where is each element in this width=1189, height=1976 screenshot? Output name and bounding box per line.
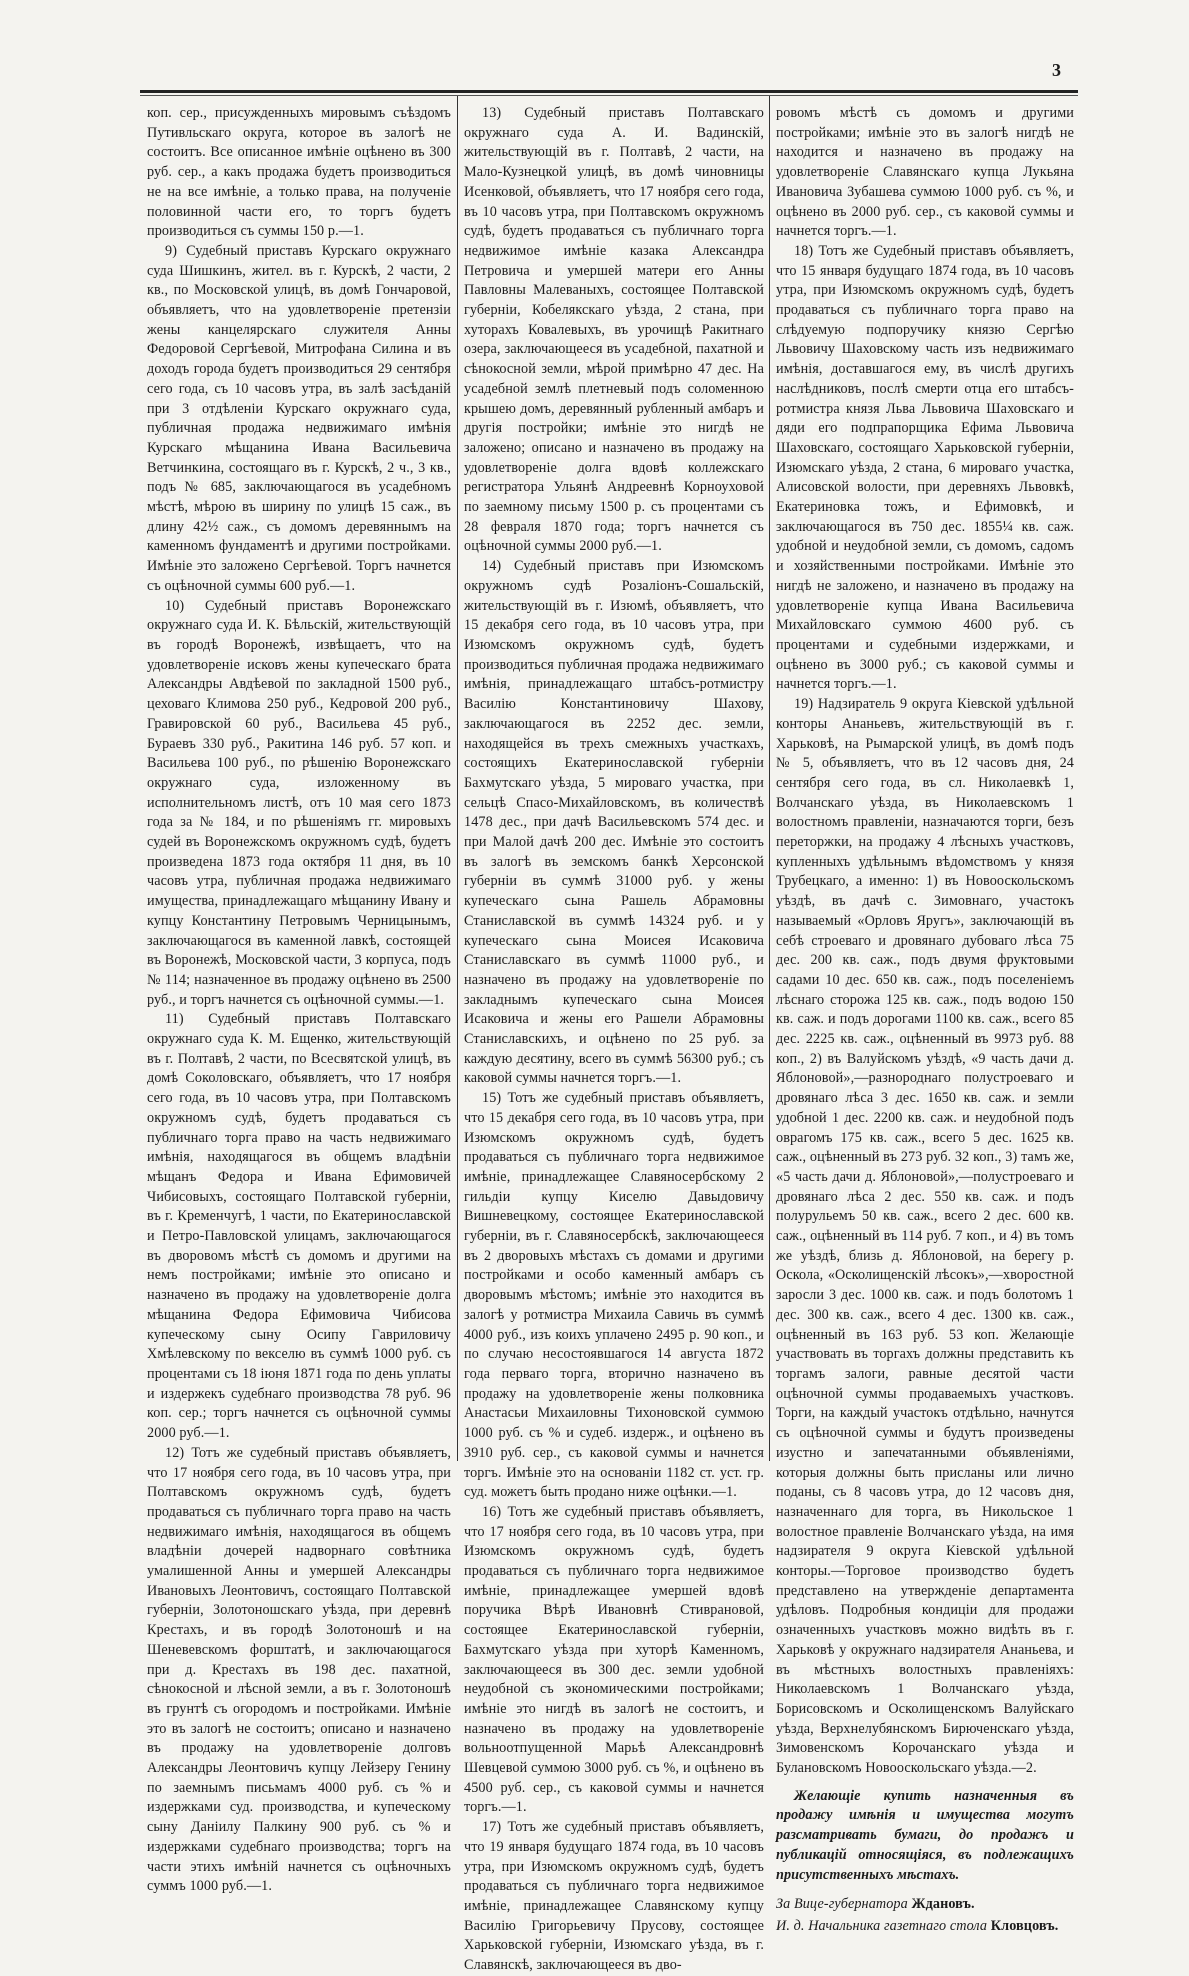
notice-13: 13) Судебный приставъ Полтавскаго окружнаго суда А. И. Вадинскій, жительствующій въ г. Полтавѣ, 2 части, на Мало-Кузнецкой улицѣ, въ домѣ чиновницы Исенковой, объявляетъ, что 17 ноября сего года, въ 10 часовъ утра, при Полтавскомъ окружномъ судѣ, будетъ продаваться съ публичнаго торга недвижимое имѣніе казака Александра Петровича и умершей матери его Анны Павловны Малеваныхъ, состоящее Полтавской губерніи, Кобелякскаго уѣзда, 2 стана, при хуторахъ Ковалевыхъ, въ урочищѣ Ракитнаго озера, заключающееся въ усадебной, пахатной и сѣнокосной земли, мѣрой примѣрно 47 дес. На усадебной землѣ плетневый подъ соломенною крышею домъ, деревянный рубленный амбаръ и другія постройки; имѣніе это нигдѣ не заложено; описано и назначено въ продажу на удовлетвореніе долга вдовѣ коллежскаго регистратора Ульянѣ Андреевнѣ Корноуховой по заемному письму 1500 р. съ процентами съ 28 февраля 1870 года; торгъ начнется съ оцѣночной суммы 2000 руб.—1. <box>464 105 764 555</box>
notice-12: 12) Тотъ же судебный приставъ объявляетъ, что 17 ноября сего года, въ 10 часовъ утра, при Полтавскомъ окружномъ судѣ, будетъ продаваться съ публичнаго торга право на часть недвижимаго имѣнія, находящагося въ общемъ владѣніи дочерей надворнаго совѣтника умалишенной Анны и умершей Александры Ивановыхъ Леонтовичъ, состоящаго Полтавской губерніи, Золотоношскаго уѣзда, при деревнѣ Крестахъ, и въ городѣ Золотоношѣ и на Шеневевскомъ форштатѣ, и заключающагося при д. Крестахъ въ 198 дес. пахатной, сѣнокосной и лѣсной земли, а въ г. Золотоношѣ въ грунтѣ съ огородомъ и постройками. Имѣніе это въ залогѣ не состоитъ; описано и назначено въ продажу на удовлетвореніе долговъ Александры Леонтовичъ купцу Лейзеру Генину по заемнымъ письмамъ 4000 руб. съ % и издержками суд. производства, и купеческому сыну Даніилу Палкину 900 руб. съ % и издержками судебнаго производства; торгъ на части этихъ имѣній начнется съ оцѣночныхъ суммъ 1000 руб.—1. <box>147 1444 451 1895</box>
closing-note: Желающіе купить назначенныя въ продажу имѣнія и имущества могутъ разсматривать бумаги, до продажъ и публикацій относящіяся, въ подлежащихъ присутственныхъ мѣстахъ. <box>776 1787 1074 1883</box>
header-rule <box>140 90 1078 93</box>
notice-9: 9) Судебный приставъ Курскаго окружнаго суда Шишкинъ, жител. въ г. Курскѣ, 2 части, 2 кв., по Московской улицѣ, въ домѣ Гончаровой, объявляетъ, что на удовлетвореніе претензіи жены канцелярскаго служителя Анны Федоровой Сергѣевой, Митрофана Силина и въ доходъ города будетъ производиться 29 сентября сего года, съ 10 часовъ утра, въ залѣ засѣданій при 3 отдѣленіи Курскаго окружнаго суда, публичная продажа недвижимаго имѣнія Курскаго мѣщанина Ивана Васильевича Ветчинкина, состоящаго въ г. Курскѣ, 2 ч., 3 кв., подъ № 685, заключающагося въ усадебномъ мѣстѣ, мѣрою въ ширину по улицѣ 15 саж., въ длину 42½ саж., съ домомъ деревяннымъ на каменномъ фундаментѣ и другими постройками. Имѣніе это заложено Сергѣевой. Торгъ начнется съ оцѣночной суммы 600 руб.—1. <box>147 242 451 594</box>
column-divider <box>769 96 770 1461</box>
notice-15: 15) Тотъ же судебный приставъ объявляетъ, что 15 декабря сего года, въ 10 часовъ утра, при Изюмскомъ окружномъ судѣ, будетъ продаваться съ публичнаго торга недвижимое имѣніе, принадлежащее Славяносербскому 2 гильдіи купцу Киселю Давыдовичу Вишневецкому, состоящее Екатеринославской губерніи, въ г. Славяносербскѣ, заключающееся въ 2 дворовыхъ мѣстахъ съ домами и другими постройками и особо каменный амбаръ съ дворовымъ мѣстомъ; имѣніе это находится въ залогѣ у ротмистра Михаила Савичь въ суммѣ 4000 руб., изъ коихъ уплачено 2495 р. 90 коп., и по случаю несостоявшагося 14 августа 1872 года перваго торга, вторично назначено въ продажу на удовлетвореніе жены полковника Анастасьи Михаиловны Тихоновской суммою 1000 руб. съ % и судеб. издерж., и оцѣнено въ 3910 руб. сер., съ каковой суммы и начнется торгъ. Имѣніе это на основаніи 1182 ст. уст. гр. суд. можетъ быть продано ниже оцѣнки.—1. <box>464 1090 764 1501</box>
notice-17-continuation: ровомъ мѣстѣ съ домомъ и другими постройками; имѣніе это въ залогѣ нигдѣ не находится и назначено въ продажу на удовлетвореніе Славянскаго купца Лукьяна Ивановича Зубашева суммою 1000 руб. съ %, и оцѣнено въ 2000 руб. сер., съ каковой суммы и начнется торгъ.—1. <box>776 105 1074 240</box>
notice-11: 11) Судебный приставъ Полтавскаго окружнаго суда К. М. Ещенко, жительствующій въ г. Полтавѣ, 2 части, по Всесвятской улицѣ, въ домѣ Соколовскаго, объявляетъ, что 17 ноября сего года, въ 10 часовъ утра, при Полтавскомъ окружномъ судѣ, будетъ продаваться съ публичнаго торга право на часть недвижимаго имѣнія, находящагося въ общемъ владѣніи мѣщанъ Федора и Ивана Ефимовичей Чибисовыхъ, состоящаго Полтавской губерніи, въ г. Кременчугѣ, 1 части, по Екатеринославской и Петро-Павловской улицамъ, заключающагося въ дворовомъ мѣстѣ съ домомъ и другими на немъ постройками; имѣніе это описано и назначено въ продажу на удовлетвореніе долга мѣщанина Федора Ефимовича Чибисова купеческому сыну Осипу Гавриловичу Хмѣлевскому по векселю въ суммѣ 1000 руб. съ процентами съ 18 іюня 1871 года по день уплаты и издержекъ судебнаго производства 78 руб. 96 коп. сер.; торгъ начнется съ оцѣночной суммы 2000 руб.—1. <box>147 1011 451 1442</box>
notice-continuation: коп. сер., присужденныхъ мировымъ съѣздомъ Путивльскаго округа, которое въ залогѣ не состоитъ. Все описанное имѣніе оцѣнено въ 300 руб. сер., а какъ продажа будетъ производиться не на все имѣніе, а только права, на полученіе половинной части его, то торгъ будетъ производиться съ суммы 150 р.—1. <box>147 105 451 240</box>
signature-name: Ждановъ. <box>911 1896 975 1913</box>
notice-14: 14) Судебный приставъ при Изюмскомъ окружномъ судѣ Розаліонъ-Сошальскій, жительствующій въ г. Изюмѣ, объявляетъ, что 15 декабря сего года, въ 10 часовъ утра, при Изюмскомъ окружномъ судѣ, будетъ производиться публичная продажа недвижимаго имѣнія, принадлежащаго штабсъ-ротмистру Василію Константиновичу Шахову, заключающагося въ 2252 дес. земли, находящейся въ трехъ смежныхъ участкахъ, состоящихъ Екатеринославской губерніи Бахмутскаго уѣзда, 5 мироваго участка, при сельцѣ Спасо-Михайловскомъ, въ количествѣ 1478 дес., при дачѣ Васильевскомъ 574 дес. и при Малой дачѣ 200 дес. Имѣніе это состоитъ въ залогѣ въ земскомъ банкѣ Херсонской губерніи въ суммѣ 31000 руб. у жены купеческаго сына Рашель Абрамовны Станиславской въ суммѣ 14324 руб. и у купеческаго сына Моисея Исаковича Станиславскаго въ суммѣ 11000 руб., и назначено въ продажу на удовлетвореніе по закладнымъ купеческаго сына Моисея Исаковича и жены его Рашели Абрамовны Станиславскихъ, и оцѣнено по 25 руб. за каждую десятину, всего въ суммѣ 56300 руб.; съ каковой суммы начнется торгъ.—1. <box>464 558 764 1087</box>
notice-16: 16) Тотъ же судебный приставъ объявляетъ, что 17 ноября сего года, въ 10 часовъ утра, при Изюмскомъ окружномъ судѣ, будетъ продаваться съ публичнаго торга недвижимое имѣніе, принадлежащее умершей вдовѣ поручика Вѣрѣ Ивановнѣ Стиврановой, состоящее Екатеринославской губерніи, Бахмутскаго уѣзда при хуторѣ Каменномъ, заключающееся въ 300 дес. земли удобной неудобной съ экономическими постройками; имѣніе это нигдѣ въ залогѣ не состоитъ, и назначено въ продажу на удовлетвореніе вольноотпущенной Марьѣ Александровнѣ Шевцевой суммою 3000 руб. съ %, и оцѣнено въ 4500 руб. сер., съ каковой суммы и начнется торгъ.—1. <box>464 1503 764 1816</box>
notice-18: 18) Тотъ же Судебный приставъ объявляетъ, что 15 января будущаго 1874 года, въ 10 часовъ утра, при Изюмскомъ окружномъ судѣ, будетъ продаваться съ публичнаго торга право на слѣдуемую подпоручику князю Сергѣю Львовичу Шаховскому часть изъ недвижимаго имѣнія, доставшагося ему, въ числѣ другихъ наслѣдниковъ, послѣ смерти отца его штабсъ-ротмистра князя Льва Львовича Шаховскаго и дяди его подпрапорщика Ефима Львовича Шаховскаго, состоящаго Харьковской губерніи, Изюмскаго уѣзда, 2 стана, 6 мироваго участка, Алисовской волости, при деревняхъ Львовкѣ, Екатериновка тожъ, и Ефимовкѣ, и заключающагося въ 750 дес. 1855¼ кв. саж. удобной и неудобной земли, съ домомъ, садомъ и хозяйственными постройками. Имѣніе это нигдѣ не заложено, и назначено въ продажу на удовлетвореніе купца Ивана Васильевича Михайловскаго суммою 4600 руб. съ процентами и судебными издержками, и оцѣнено въ 3000 руб.; съ каковой суммы и начнется торгъ.—1. <box>776 242 1074 693</box>
signature-title: За Вице-губернатора <box>776 1896 908 1913</box>
signature-title: И. д. Начальника газетнаго стола <box>776 1917 988 1934</box>
column-3 <box>776 104 1074 1937</box>
column-divider <box>457 96 458 1461</box>
column-1 <box>147 104 451 1897</box>
notice-19: 19) Надзиратель 9 округа Кіевской удѣльной конторы Ананьевъ, жительствующій въ г. Харьковѣ, на Рымарской улицѣ, въ домѣ подъ № 5, объявляетъ, что въ 12 часовъ дня, 24 сентября сего года, въ сл. Николаевкѣ 1, Волчанскаго уѣзда, въ Николаевскомъ 1 волостномъ правленіи, назначаются торги, безъ переторжки, на продажу 4 лѣсныхъ участковъ, купленныхъ удѣльнымъ вѣдомствомъ у князя Трубецкаго, а именно: 1) въ Новооскольскомъ уѣздѣ, въ дачѣ с. Зимовнаго, участокъ называемый «Орловъ Яругъ», заключающій въ себѣ строеваго и дровянаго дубоваго лѣса 75 дес. 200 кв. саж., подъ двумя фруктовыми садами 10 дес. 650 кв. саж., подъ поселеніемъ лѣснаго сторожа 125 кв. саж., подъ водою 150 кв. саж. и подъ дорогами 1100 кв. саж., всего 85 дес. 2225 кв. саж., оцѣненный въ 9973 руб. 88 коп., 2) въ Валуйскомъ уѣздѣ, «9 часть дачи д. Яблоновой»,—разнороднаго полустроеваго и дровянаго лѣса 3 дес. 1650 кв. саж. и земли удобной 1 дес. 2200 кв. саж. и неудобной подъ оврагомъ 175 кв. саж., всего 5 дес. 1625 кв. саж., оцѣненный въ 273 руб. 32 коп., 3) тамъ же, «5 часть дачи д. Яблоновой»,—полустроеваго и дровянаго лѣса 2 дес. 550 кв. саж. и подъ полурульемъ 50 кв. саж., всего 2 дес. 600 кв. саж., оцѣненный въ 114 руб. 7 коп., и 4) въ томъ же уѣздѣ, близь д. Яблоновой, на берегу р. Оскола, «Осколищенскій лѣсокъ»,—хворостной заросли 3 дес. 1000 кв. саж. и подъ болотомъ 1 дес. 300 кв. саж., всего 4 дес. 1300 кв. саж., оцѣненный въ 163 руб. 53 коп. Желающіе участвовать въ торгахъ должны представить къ торгамъ залоги, равные десятой части оцѣночной суммы продаваемыхъ участковъ. Торги, на каждый участокъ отдѣльно, начнутся съ оцѣночной суммы и будутъ произведены изустно и запечатанными объявленіями, которыя должны быть присланы или лично поданы, съ 8 часовъ утра, до 12 часовъ дня, назначеннаго для торга, въ Никольское 1 волостное правленіе Волчанскаго уѣзда, на имя надзирателя 9 округа Кіевской удѣльной конторы.—Торговое производство будетъ представлено на утвержденіе департамента удѣловъ. Подробныя кондиціи для продажи означенныхъ участковъ можно видѣть въ г. Харьковѣ у окружнаго надзирателя Ананьева, и въ мѣстныхъ волостныхъ правленіяхъ: Николаевскомъ 1 Волчанскаго уѣзда, Борисовскомъ и Осколищенскомъ Валуйскаго уѣзда, Верхнелубянскомъ Бирюченскаго уѣзда, Зимовенскомъ Корочанскаго уѣзда и Булановскомъ Новооскольскаго уѣзда.—2. <box>776 696 1074 1777</box>
signature-name: Кловцовъ. <box>990 1917 1059 1934</box>
signature-vice-governor <box>776 1895 1074 1915</box>
notice-10: 10) Судебный приставъ Воронежскаго окружнаго суда И. К. Бѣльскій, жительствующій въ городѣ Воронежѣ, извѣщаетъ, что на удовлетвореніе исковъ жены купеческаго брата Александры Авдѣевой по закладной 1500 руб., цеховаго Климова 250 руб., Кедровой 200 руб., Гравировской 60 руб., Васильева 45 руб., Бураевъ 330 руб., Ракитина 146 руб. 57 коп. и Васильева 100 руб., по рѣшенію Воронежскаго окружнаго суда, изложенному въ исполнительномъ листѣ, отъ 10 мая сего 1873 года за № 184, и по рѣшеніямъ гг. мировыхъ судей въ Воронежскомъ окружномъ судѣ, будетъ произведена 1873 года октября 11 дня, въ 10 часовъ утра, публичная продажа недвижимаго имущества, принадлежащаго мѣщанину Ивану и купцу Константину Петровымъ Черницынымъ, заключающагося въ каменной лавкѣ, состоящей въ Воронежѣ, Московской части, 3 корпуса, подъ № 114; назначенное въ продажу оцѣнено въ 2500 руб., и торгъ начнется съ оцѣночной суммы.—1. <box>147 597 451 1008</box>
header-rule-thin <box>140 95 1078 96</box>
page-number: 3 <box>1052 60 1061 80</box>
notice-17: 17) Тотъ же судебный приставъ объявляетъ, что 19 января будущаго 1874 года, въ 10 часовъ утра, при Изюмскомъ окружномъ судѣ, будетъ продаваться съ публичнаго торга недвижимое имѣніе, принадлежащее Славянскому купцу Василію Григорьевичу Прусову, состоящее Харьковской губерніи, Изюмскаго уѣзда, въ г. Славянскѣ, заключающееся въ дво- <box>464 1819 764 1974</box>
column-2 <box>464 104 764 1976</box>
signature-desk-head <box>776 1917 1074 1937</box>
